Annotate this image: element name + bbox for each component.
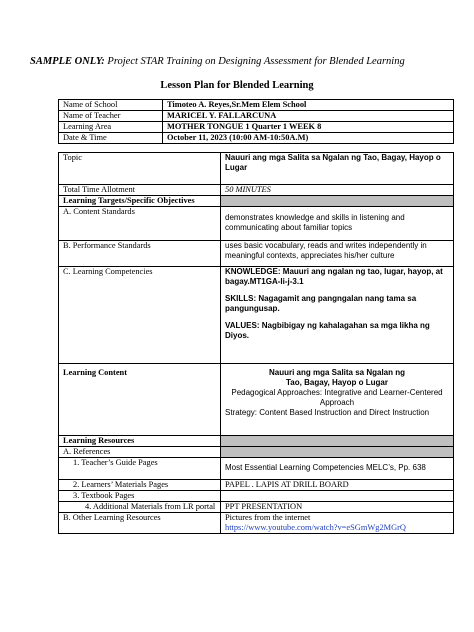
skills-text: SKILLS: Nagagamit ang pangngalan nang tama sa pangungusap. [225,294,417,313]
time-label: Total Time Allotment [59,185,221,196]
additional-materials-value: PPT PRESENTATION [221,502,454,513]
learners-materials-row [59,480,454,491]
info-row-area [59,122,454,133]
teachers-guide-value: Most Essential Learning Competencies MELC’s, Pp. 638 [221,458,454,480]
content-strategy: Strategy: Content Based Instruction and Direct Instruction [225,408,430,417]
info-row-date [59,133,454,144]
other-resources-text: Pictures from the internet [225,513,311,522]
learning-content-row [59,364,454,436]
info-value: October 11, 2023 (10:00 AM-10:50A.M) [163,133,454,144]
info-row-school [59,100,454,111]
info-label: Date & Time [59,133,163,144]
time-value: 50 MINUTES [221,185,454,196]
info-label: Learning Area [59,122,163,133]
other-resources-row [59,513,454,534]
knowledge-text: KNOWLEDGE: Mauuri ang ngalan ng tao, lugar, hayop, at bagay.MT1GA-Ii-j-3.1 [225,267,443,286]
performance-standards-label: B. Performance Standards [59,241,221,267]
competencies-label: C. Learning Competencies [59,267,221,364]
content-standards-row [59,207,454,241]
document-title: Lesson Plan for Blended Learning [160,80,314,91]
additional-materials-label: 4. Additional Materials from LR portal [59,502,221,513]
additional-materials-row [59,502,454,513]
competencies-row [59,267,454,364]
info-value: Timoteo A. Reyes,Sr.Mem Elem School [163,100,454,111]
values-text: VALUES: Nagbibigay ng kahalagahan sa mga likha ng Diyos. [225,321,430,340]
content-title-line-1: Nauuri ang mga Salita sa Ngalan ng [268,368,406,377]
teachers-guide-row [59,458,454,480]
info-row-teacher [59,111,454,122]
info-value: MOTHER TONGUE 1 Quarter 1 WEEK 8 [163,122,454,133]
teachers-guide-label: 1. Teacher’s Guide Pages [59,458,221,480]
learning-content-label: Learning Content [59,364,221,436]
banner-prefix: SAMPLE ONLY: [30,56,105,67]
resources-shaded-cell [221,436,454,447]
learners-materials-label: 2. Learners’ Materials Pages [59,480,221,491]
resources-row [59,436,454,447]
performance-standards-value: uses basic vocabulary, reads and writes independently in meaningful contexts, appreciates his/her culture [221,241,454,267]
textbook-value [221,491,454,502]
content-title-line-2: Tao, Bagay, Hayop o Lugar [286,378,388,387]
learners-materials-value: PAPEL . LAPIS AT DRILL BOARD [221,480,454,491]
other-resources-label: B. Other Learning Resources [59,513,221,534]
topic-label: Topic [59,153,221,185]
banner-text: Project STAR Training on Designing Assessment for Blended Learning [104,56,405,67]
youtube-link[interactable]: https://www.youtube.com/watch?v=eSGmWg2MGrQ [225,523,406,532]
targets-shaded-cell [221,196,454,207]
resources-label: Learning Resources [59,436,221,447]
textbook-row [59,491,454,502]
topic-value: Nauuri ang mga Salita sa Ngalan ng Tao, Bagay, Hayop o Lugar [221,153,454,185]
references-shaded-cell [221,447,454,458]
topic-row [59,153,454,185]
references-row [59,447,454,458]
references-label: A. References [59,447,221,458]
learning-content-value [221,364,454,436]
competencies-value [221,267,454,364]
targets-row [59,196,454,207]
info-label: Name of School [59,100,163,111]
content-standards-label: A. Content Standards [59,207,221,241]
targets-label: Learning Targets/Specific Objectives [59,196,221,207]
time-row [59,185,454,196]
performance-standards-row [59,241,454,267]
info-label: Name of Teacher [59,111,163,122]
info-value: MARICEL Y. FALLARCUNA [163,111,454,122]
content-approach: Pedagogical Approaches: Integrative and Learner-Centered Approach [231,388,443,407]
textbook-label: 3. Textbook Pages [59,491,221,502]
school-info-table [58,99,454,144]
content-standards-value: demonstrates knowledge and skills in listening and communicating about familiar topics [221,207,454,241]
lesson-plan-table [58,152,454,534]
other-resources-value [221,513,454,534]
sample-banner [30,56,450,67]
